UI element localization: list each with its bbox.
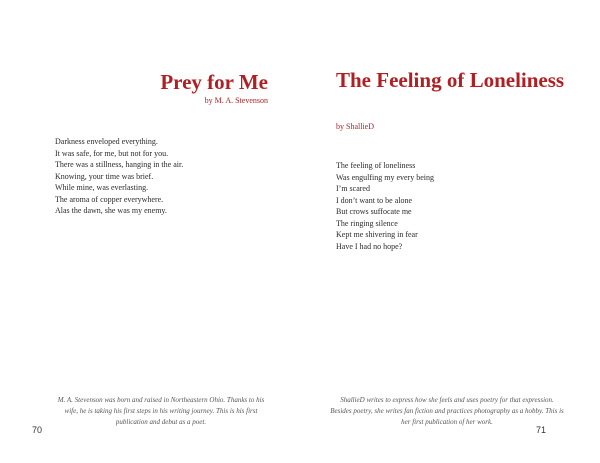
poem-byline: by M. A. Stevenson [204,96,268,105]
poem-title: Prey for Me [160,70,268,94]
poem-line: The aroma of copper everywhere. [55,194,164,204]
poem-line: Was engulfing my every being [336,172,434,182]
poem-line: The feeling of loneliness [336,161,416,170]
poem-line: I’m scared [336,184,370,193]
poem-byline: by ShallieD [336,122,374,131]
poem-body [336,160,434,252]
poem-line: Kept me shivering in fear [336,230,418,239]
poem-line: It was safe, for me, but not for you. [55,148,169,158]
page-number: 71 [535,425,546,435]
poem-line: There was a stillness, hanging in the air. [55,160,184,169]
right-page [300,0,600,463]
poem-line: Knowing, your time was brief. [55,171,154,181]
poem-line: I don’t want to be alone [336,195,413,205]
author-bio: ShallieD writes to express how she feels and uses poetry for that expression. Besides poetry, she writes fan fiction and practices photography as a hobby. This is her first publication of her work. [330,396,564,426]
poem-line: While mine, was everlasting. [55,183,149,192]
page-number: 70 [32,425,43,435]
poem-line: Have I had no hope? [336,241,403,251]
poem-line: Alas the dawn, she was my enemy. [55,206,167,215]
poem-title: The Feeling of Loneliness [336,68,565,92]
poem-body [55,136,183,217]
poem-line: Darkness enveloped everything. [55,137,158,146]
author-bio: M. A. Stevenson was born and raised in Northeastern Ohio. Thanks to his wife, he is taking his first steps in his writing journey. This is his first publication and debut as a poet. [57,396,265,426]
poem-line: But crows suffocate me [336,207,412,216]
poem-line: The ringing silence [336,218,398,228]
